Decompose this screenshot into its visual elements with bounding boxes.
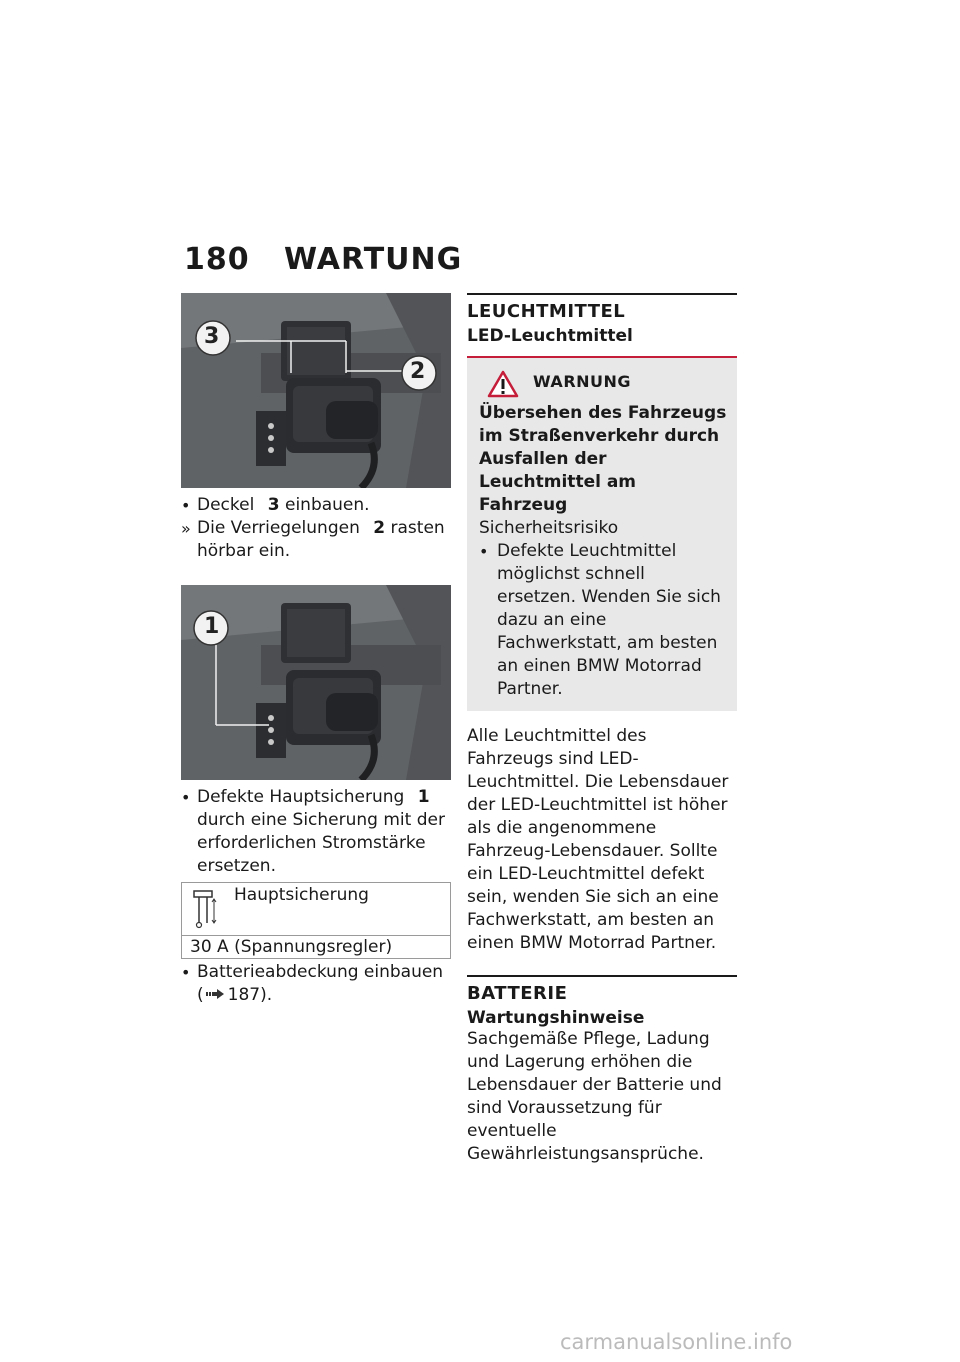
photo-fuse-cover [181, 293, 451, 488]
fuse-spec-value: 30 A (Spannungsregler) [190, 937, 393, 957]
callout-1: 1 [204, 614, 220, 639]
step-text: Defekte Hauptsicherung [197, 787, 405, 807]
right-column [467, 293, 737, 1166]
step-text-2: einbauen. [284, 495, 370, 515]
paren-close: ). [260, 985, 273, 1005]
warning-advice [479, 540, 729, 701]
result-mark: » [181, 519, 191, 538]
bullet: • [181, 788, 191, 807]
step-text-2: durch eine Sicherung mit der erforderlichen Stromstärke ersetzen. [197, 810, 445, 876]
warning-title: WARNUNG [533, 372, 632, 391]
section-divider [467, 293, 737, 295]
paren-open: ( [197, 985, 204, 1005]
step-result-latches [181, 517, 453, 563]
section-title-leuchtmittel: LEUCHTMITTEL [467, 301, 626, 322]
page-number: 180 [184, 242, 250, 277]
ref-number: 3 [267, 495, 280, 515]
subsection-title-led: LED-Leuchtmittel [467, 326, 633, 346]
callout-3: 3 [204, 324, 220, 349]
warning-triangle-icon [487, 370, 519, 398]
warning-box [467, 358, 737, 711]
ref-number: 2 [373, 518, 386, 538]
step-text: Deckel [197, 495, 255, 515]
section-heading: WARTUNG [284, 242, 463, 277]
subsection-title-wartungshinweise: Wartungshinweise [467, 1008, 645, 1028]
step-replace-fuse [181, 786, 453, 878]
step-install-battery-cover [181, 961, 453, 1007]
fuse-icon [190, 889, 220, 929]
section-title-batterie: BATTERIE [467, 983, 568, 1004]
led-paragraph: Alle Leuchtmittel des Fahrzeugs sind LED-Leuchtmittel. Die Lebensdauer der LED-Leuchtmittel ist höher als die angenommene Fahrzeug-Lebensdauer. Sollte ein LED-Leuchtmittel defekt sein, wenden Sie sich an eine Fachwerkstatt, am besten an einen BMW Motorrad Partner. [467, 726, 729, 953]
bullet: • [181, 963, 191, 982]
bullet: • [181, 496, 191, 515]
step-text-2: rasten hörbar ein. [197, 518, 445, 561]
battery-paragraph: Sachgemäße Pflege, Ladung und Lagerung erhöhen die Lebensdauer der Batterie und sind Voraussetzung für eventuelle Gewährleistungsansprüche. [467, 1029, 722, 1164]
fuse-spec-header [182, 883, 450, 936]
section-divider [467, 975, 737, 977]
warning-risk: Sicherheitsrisiko [479, 518, 619, 538]
warning-header [479, 370, 729, 400]
left-column [181, 293, 453, 1007]
warning-advice-text: Defekte Leuchtmittel möglichst schnell ersetzen. Wenden Sie sich dazu an eine Fachwerkstatt, am besten an einen BMW Motorrad Partner. [497, 541, 721, 699]
step-text: Die Verriegelungen [197, 518, 360, 538]
fuse-spec-table [181, 882, 451, 959]
step-install-cover [181, 494, 453, 517]
fuse-spec-label: Hauptsicherung [234, 885, 369, 905]
warning-heading: Übersehen des Fahrzeugs im Straßenverkehr durch Ausfallen der Leuchtmittel am Fahrzeug [479, 403, 727, 515]
callout-2: 2 [410, 359, 426, 384]
page-reference-arrow-icon [206, 989, 224, 999]
photo-main-fuse [181, 585, 451, 780]
ref-number: 1 [417, 787, 430, 807]
bullet: • [479, 542, 489, 561]
step-text: Batterieabdeckung einbauen [197, 962, 444, 982]
page-ref[interactable]: 187 [227, 985, 261, 1005]
watermark: carmanualsonline.info [560, 1330, 793, 1354]
